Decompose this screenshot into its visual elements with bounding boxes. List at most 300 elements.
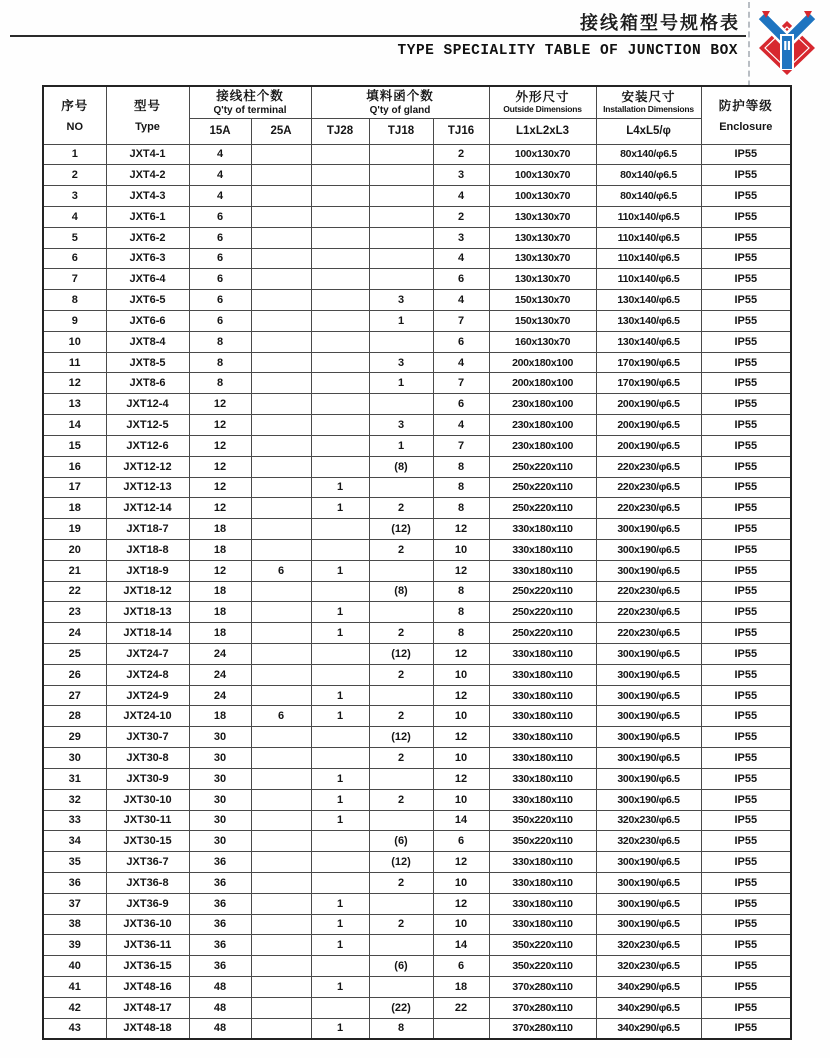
table-row — [43, 560, 791, 581]
cell-tj28 — [311, 435, 369, 456]
cell-tj16: 8 — [433, 623, 489, 644]
cell-25a — [251, 602, 311, 623]
cell-25a — [251, 477, 311, 498]
cell-outside-dim: 160x130x70 — [489, 331, 596, 352]
cell-tj18 — [369, 144, 433, 165]
cell-type: JXT30-10 — [106, 789, 189, 810]
cell-install-dim: 170x190/φ6.5 — [596, 352, 701, 373]
cell-25a — [251, 144, 311, 165]
cell-type: JXT48-18 — [106, 1018, 189, 1039]
cell-no: 41 — [43, 977, 106, 998]
col-header-no — [43, 86, 106, 144]
cell-tj28: 1 — [311, 935, 369, 956]
cell-no: 38 — [43, 914, 106, 935]
table-row — [43, 914, 791, 935]
cell-install-dim: 200x190/φ6.5 — [596, 415, 701, 436]
cell-25a — [251, 186, 311, 207]
cell-tj16: 4 — [433, 352, 489, 373]
cell-15a: 18 — [189, 581, 251, 602]
cell-install-dim: 110x140/φ6.5 — [596, 227, 701, 248]
cell-25a: 6 — [251, 560, 311, 581]
cell-tj28 — [311, 206, 369, 227]
cell-enclosure: IP55 — [701, 456, 791, 477]
cell-tj28 — [311, 519, 369, 540]
cell-tj28: 1 — [311, 706, 369, 727]
cell-tj28: 1 — [311, 810, 369, 831]
cell-outside-dim: 100x130x70 — [489, 165, 596, 186]
cell-25a — [251, 810, 311, 831]
cell-type: JXT12-5 — [106, 415, 189, 436]
cell-install-dim: 300x190/φ6.5 — [596, 685, 701, 706]
cell-tj16: 22 — [433, 997, 489, 1018]
cell-no: 28 — [43, 706, 106, 727]
cell-tj16: 10 — [433, 539, 489, 560]
cell-tj16 — [433, 1018, 489, 1039]
cell-15a: 6 — [189, 206, 251, 227]
cell-tj16: 6 — [433, 394, 489, 415]
cell-tj18 — [369, 893, 433, 914]
cell-tj16: 10 — [433, 914, 489, 935]
cell-install-dim: 320x230/φ6.5 — [596, 810, 701, 831]
cell-tj16: 3 — [433, 227, 489, 248]
cell-enclosure: IP55 — [701, 248, 791, 269]
cell-tj18 — [369, 269, 433, 290]
cell-15a: 36 — [189, 935, 251, 956]
cell-type: JXT6-5 — [106, 290, 189, 311]
cell-tj16: 7 — [433, 435, 489, 456]
cell-install-dim: 110x140/φ6.5 — [596, 206, 701, 227]
cell-tj16: 4 — [433, 290, 489, 311]
col-header-enclosure — [701, 86, 791, 144]
cell-tj16: 4 — [433, 248, 489, 269]
page-title-chinese: 接线箱型号规格表 — [580, 13, 740, 33]
table-row — [43, 623, 791, 644]
cell-outside-dim: 330x180x110 — [489, 539, 596, 560]
subcol-l1xl2xl3: L1xL2xL3 — [489, 118, 596, 144]
cell-no: 9 — [43, 311, 106, 332]
cell-tj18: (12) — [369, 727, 433, 748]
cell-tj18 — [369, 331, 433, 352]
col-header-no-zh: 序号 — [61, 99, 89, 114]
table-body — [43, 144, 791, 1039]
cell-tj18: 1 — [369, 311, 433, 332]
cell-install-dim: 200x190/φ6.5 — [596, 435, 701, 456]
cell-tj16: 10 — [433, 872, 489, 893]
table-row — [43, 415, 791, 436]
cell-tj28: 1 — [311, 977, 369, 998]
table-row — [43, 602, 791, 623]
cell-tj28 — [311, 352, 369, 373]
cell-outside-dim: 250x220x110 — [489, 498, 596, 519]
subcol-15a: 15A — [189, 118, 251, 144]
cell-type: JXT12-6 — [106, 435, 189, 456]
cell-15a: 36 — [189, 956, 251, 977]
cell-15a: 36 — [189, 893, 251, 914]
cell-tj18: 2 — [369, 789, 433, 810]
cell-outside-dim: 130x130x70 — [489, 206, 596, 227]
cell-25a — [251, 248, 311, 269]
cell-install-dim: 110x140/φ6.5 — [596, 269, 701, 290]
cell-15a: 12 — [189, 560, 251, 581]
cell-enclosure: IP55 — [701, 789, 791, 810]
cell-tj28: 1 — [311, 477, 369, 498]
cell-install-dim: 300x190/φ6.5 — [596, 727, 701, 748]
cell-outside-dim: 350x220x110 — [489, 810, 596, 831]
table-row — [43, 206, 791, 227]
cell-tj18: 8 — [369, 1018, 433, 1039]
cell-enclosure: IP55 — [701, 415, 791, 436]
cell-tj28: 1 — [311, 893, 369, 914]
cell-type: JXT48-17 — [106, 997, 189, 1018]
header-rule — [10, 35, 746, 37]
cell-enclosure: IP55 — [701, 519, 791, 540]
cell-tj28 — [311, 539, 369, 560]
cell-25a — [251, 373, 311, 394]
table-row — [43, 977, 791, 998]
cell-outside-dim: 230x180x100 — [489, 415, 596, 436]
cell-15a: 30 — [189, 768, 251, 789]
cell-outside-dim: 350x220x110 — [489, 935, 596, 956]
cell-25a — [251, 311, 311, 332]
cell-outside-dim: 250x220x110 — [489, 456, 596, 477]
cell-enclosure: IP55 — [701, 560, 791, 581]
cell-15a: 48 — [189, 977, 251, 998]
cell-install-dim: 320x230/φ6.5 — [596, 956, 701, 977]
cell-no: 37 — [43, 893, 106, 914]
brand-logo-icon — [756, 8, 818, 78]
cell-install-dim: 300x190/φ6.5 — [596, 644, 701, 665]
cell-install-dim: 130x140/φ6.5 — [596, 311, 701, 332]
col-group-gland-en: Q'ty of gland — [369, 104, 431, 116]
table-row — [43, 664, 791, 685]
cell-outside-dim: 250x220x110 — [489, 477, 596, 498]
cell-type: JXT4-2 — [106, 165, 189, 186]
cell-25a — [251, 498, 311, 519]
cell-install-dim: 300x190/φ6.5 — [596, 539, 701, 560]
cell-15a: 12 — [189, 435, 251, 456]
cell-install-dim: 300x190/φ6.5 — [596, 664, 701, 685]
cell-install-dim: 300x190/φ6.5 — [596, 893, 701, 914]
cell-25a — [251, 914, 311, 935]
col-header-type — [106, 86, 189, 144]
col-header-type-zh: 型号 — [133, 99, 161, 114]
cell-install-dim: 300x190/φ6.5 — [596, 852, 701, 873]
cell-tj16: 2 — [433, 206, 489, 227]
cell-no: 43 — [43, 1018, 106, 1039]
cell-outside-dim: 200x180x100 — [489, 352, 596, 373]
cell-tj16: 10 — [433, 664, 489, 685]
cell-15a: 30 — [189, 810, 251, 831]
cell-tj18 — [369, 227, 433, 248]
table-row — [43, 852, 791, 873]
cell-tj28: 1 — [311, 1018, 369, 1039]
table-row — [43, 519, 791, 540]
cell-tj28 — [311, 456, 369, 477]
cell-tj16: 3 — [433, 165, 489, 186]
cell-install-dim: 300x190/φ6.5 — [596, 748, 701, 769]
cell-install-dim: 80x140/φ6.5 — [596, 186, 701, 207]
cell-enclosure: IP55 — [701, 893, 791, 914]
cell-outside-dim: 330x180x110 — [489, 706, 596, 727]
cell-outside-dim: 330x180x110 — [489, 664, 596, 685]
cell-type: JXT36-10 — [106, 914, 189, 935]
subcol-25a: 25A — [251, 118, 311, 144]
cell-tj18: (12) — [369, 852, 433, 873]
col-group-install-zh: 安装尺寸 — [621, 89, 676, 104]
cell-15a: 24 — [189, 685, 251, 706]
cell-tj18 — [369, 394, 433, 415]
cell-15a: 30 — [189, 831, 251, 852]
cell-tj16: 7 — [433, 373, 489, 394]
cell-tj16: 6 — [433, 331, 489, 352]
cell-tj16: 14 — [433, 935, 489, 956]
cell-enclosure: IP55 — [701, 810, 791, 831]
subcol-tj28: TJ28 — [311, 118, 369, 144]
cell-tj28: 1 — [311, 914, 369, 935]
cell-type: JXT4-1 — [106, 144, 189, 165]
cell-tj16: 14 — [433, 810, 489, 831]
cell-no: 1 — [43, 144, 106, 165]
table-row — [43, 810, 791, 831]
cell-outside-dim: 330x180x110 — [489, 685, 596, 706]
table-row — [43, 477, 791, 498]
cell-no: 23 — [43, 602, 106, 623]
cell-tj16: 12 — [433, 644, 489, 665]
cell-outside-dim: 370x280x110 — [489, 977, 596, 998]
cell-25a — [251, 539, 311, 560]
cell-tj18 — [369, 977, 433, 998]
cell-type: JXT36-7 — [106, 852, 189, 873]
cell-tj28 — [311, 269, 369, 290]
cell-tj18 — [369, 768, 433, 789]
cell-enclosure: IP55 — [701, 997, 791, 1018]
cell-tj18: 2 — [369, 623, 433, 644]
cell-15a: 4 — [189, 165, 251, 186]
cell-15a: 8 — [189, 331, 251, 352]
cell-no: 15 — [43, 435, 106, 456]
cell-25a — [251, 394, 311, 415]
cell-25a — [251, 664, 311, 685]
cell-type: JXT6-4 — [106, 269, 189, 290]
cell-outside-dim: 130x130x70 — [489, 248, 596, 269]
cell-tj28 — [311, 331, 369, 352]
cell-tj28: 1 — [311, 602, 369, 623]
cell-15a: 36 — [189, 872, 251, 893]
table-row — [43, 685, 791, 706]
cell-tj28 — [311, 227, 369, 248]
cell-outside-dim: 230x180x100 — [489, 435, 596, 456]
cell-25a — [251, 956, 311, 977]
table-row — [43, 435, 791, 456]
cell-25a — [251, 435, 311, 456]
cell-tj16: 12 — [433, 560, 489, 581]
cell-type: JXT36-11 — [106, 935, 189, 956]
cell-enclosure: IP55 — [701, 331, 791, 352]
cell-15a: 8 — [189, 352, 251, 373]
cell-outside-dim: 370x280x110 — [489, 997, 596, 1018]
cell-tj28 — [311, 581, 369, 602]
cell-no: 18 — [43, 498, 106, 519]
cell-outside-dim: 330x180x110 — [489, 789, 596, 810]
table-row — [43, 935, 791, 956]
table-row — [43, 644, 791, 665]
cell-15a: 6 — [189, 311, 251, 332]
cell-enclosure: IP55 — [701, 352, 791, 373]
col-group-gland — [311, 86, 489, 118]
cell-install-dim: 80x140/φ6.5 — [596, 144, 701, 165]
cell-enclosure: IP55 — [701, 311, 791, 332]
cell-no: 16 — [43, 456, 106, 477]
table-row — [43, 227, 791, 248]
cell-15a: 18 — [189, 706, 251, 727]
cell-outside-dim: 150x130x70 — [489, 311, 596, 332]
cell-install-dim: 80x140/φ6.5 — [596, 165, 701, 186]
cell-tj28: 1 — [311, 768, 369, 789]
col-group-outside-dimensions — [489, 86, 596, 118]
cell-no: 27 — [43, 685, 106, 706]
cell-tj16: 8 — [433, 456, 489, 477]
cell-15a: 18 — [189, 519, 251, 540]
cell-enclosure: IP55 — [701, 498, 791, 519]
cell-type: JXT18-12 — [106, 581, 189, 602]
cell-25a — [251, 352, 311, 373]
cell-tj16: 8 — [433, 498, 489, 519]
table-row — [43, 1018, 791, 1039]
cell-tj28: 1 — [311, 685, 369, 706]
cell-tj16: 10 — [433, 748, 489, 769]
cell-tj28: 1 — [311, 498, 369, 519]
cell-install-dim: 220x230/φ6.5 — [596, 581, 701, 602]
cell-25a — [251, 789, 311, 810]
cell-type: JXT18-7 — [106, 519, 189, 540]
col-group-install-en: Installation Dimensions — [603, 104, 694, 115]
cell-tj16: 18 — [433, 977, 489, 998]
cell-tj28 — [311, 727, 369, 748]
cell-tj16: 12 — [433, 685, 489, 706]
table-row — [43, 956, 791, 977]
cell-25a — [251, 644, 311, 665]
cell-no: 5 — [43, 227, 106, 248]
cell-tj16: 12 — [433, 852, 489, 873]
cell-outside-dim: 330x180x110 — [489, 748, 596, 769]
cell-enclosure: IP55 — [701, 977, 791, 998]
cell-tj16: 8 — [433, 581, 489, 602]
table-row — [43, 581, 791, 602]
cell-type: JXT18-8 — [106, 539, 189, 560]
cell-install-dim: 220x230/φ6.5 — [596, 498, 701, 519]
cell-outside-dim: 330x180x110 — [489, 768, 596, 789]
cell-25a — [251, 748, 311, 769]
table-row — [43, 331, 791, 352]
cell-no: 22 — [43, 581, 106, 602]
table-row — [43, 165, 791, 186]
cell-tj28 — [311, 373, 369, 394]
cell-enclosure: IP55 — [701, 394, 791, 415]
cell-no: 13 — [43, 394, 106, 415]
cell-no: 31 — [43, 768, 106, 789]
cell-no: 36 — [43, 872, 106, 893]
cell-enclosure: IP55 — [701, 831, 791, 852]
cell-tj28: 1 — [311, 623, 369, 644]
cell-no: 12 — [43, 373, 106, 394]
cell-install-dim: 340x290/φ6.5 — [596, 977, 701, 998]
cell-15a: 48 — [189, 997, 251, 1018]
cell-enclosure: IP55 — [701, 477, 791, 498]
cell-25a — [251, 269, 311, 290]
cell-25a — [251, 206, 311, 227]
cell-outside-dim: 130x130x70 — [489, 269, 596, 290]
cell-enclosure: IP55 — [701, 768, 791, 789]
col-header-enclosure-zh: 防护等级 — [718, 99, 773, 114]
cell-tj18: 2 — [369, 748, 433, 769]
table-row — [43, 768, 791, 789]
table-row — [43, 290, 791, 311]
cell-enclosure: IP55 — [701, 935, 791, 956]
cell-25a — [251, 519, 311, 540]
cell-enclosure: IP55 — [701, 852, 791, 873]
cell-type: JXT30-11 — [106, 810, 189, 831]
cell-enclosure: IP55 — [701, 539, 791, 560]
cell-tj16: 6 — [433, 831, 489, 852]
cell-tj16: 4 — [433, 186, 489, 207]
cell-enclosure: IP55 — [701, 1018, 791, 1039]
cell-tj18: (6) — [369, 956, 433, 977]
cell-enclosure: IP55 — [701, 644, 791, 665]
cell-tj18: 1 — [369, 435, 433, 456]
cell-15a: 48 — [189, 1018, 251, 1039]
subcol-tj18: TJ18 — [369, 118, 433, 144]
cell-outside-dim: 330x180x110 — [489, 644, 596, 665]
cell-type: JXT12-14 — [106, 498, 189, 519]
cell-outside-dim: 330x180x110 — [489, 872, 596, 893]
table-row — [43, 311, 791, 332]
cell-install-dim: 220x230/φ6.5 — [596, 456, 701, 477]
cell-25a — [251, 997, 311, 1018]
cell-enclosure: IP55 — [701, 727, 791, 748]
cell-type: JXT12-4 — [106, 394, 189, 415]
cell-type: JXT8-4 — [106, 331, 189, 352]
cell-type: JXT30-8 — [106, 748, 189, 769]
cell-tj18 — [369, 560, 433, 581]
cell-install-dim: 170x190/φ6.5 — [596, 373, 701, 394]
cell-outside-dim: 250x220x110 — [489, 623, 596, 644]
cell-enclosure: IP55 — [701, 664, 791, 685]
cell-15a: 18 — [189, 539, 251, 560]
cell-tj18: 2 — [369, 498, 433, 519]
cell-install-dim: 200x190/φ6.5 — [596, 394, 701, 415]
cell-25a — [251, 331, 311, 352]
cell-tj28 — [311, 311, 369, 332]
table-header — [43, 86, 791, 144]
table-row — [43, 997, 791, 1018]
cell-install-dim: 320x230/φ6.5 — [596, 831, 701, 852]
col-group-terminal-en: Q'ty of terminal — [213, 104, 287, 116]
junction-box-spec-table — [42, 85, 792, 1040]
cell-25a — [251, 852, 311, 873]
cell-tj18 — [369, 602, 433, 623]
cell-outside-dim: 250x220x110 — [489, 581, 596, 602]
cell-install-dim: 220x230/φ6.5 — [596, 623, 701, 644]
table-row — [43, 269, 791, 290]
cell-enclosure: IP55 — [701, 290, 791, 311]
cell-no: 19 — [43, 519, 106, 540]
cell-enclosure: IP55 — [701, 144, 791, 165]
cell-install-dim: 320x230/φ6.5 — [596, 935, 701, 956]
cell-tj16: 12 — [433, 519, 489, 540]
cell-tj18 — [369, 186, 433, 207]
cell-type: JXT6-2 — [106, 227, 189, 248]
cell-tj18 — [369, 248, 433, 269]
